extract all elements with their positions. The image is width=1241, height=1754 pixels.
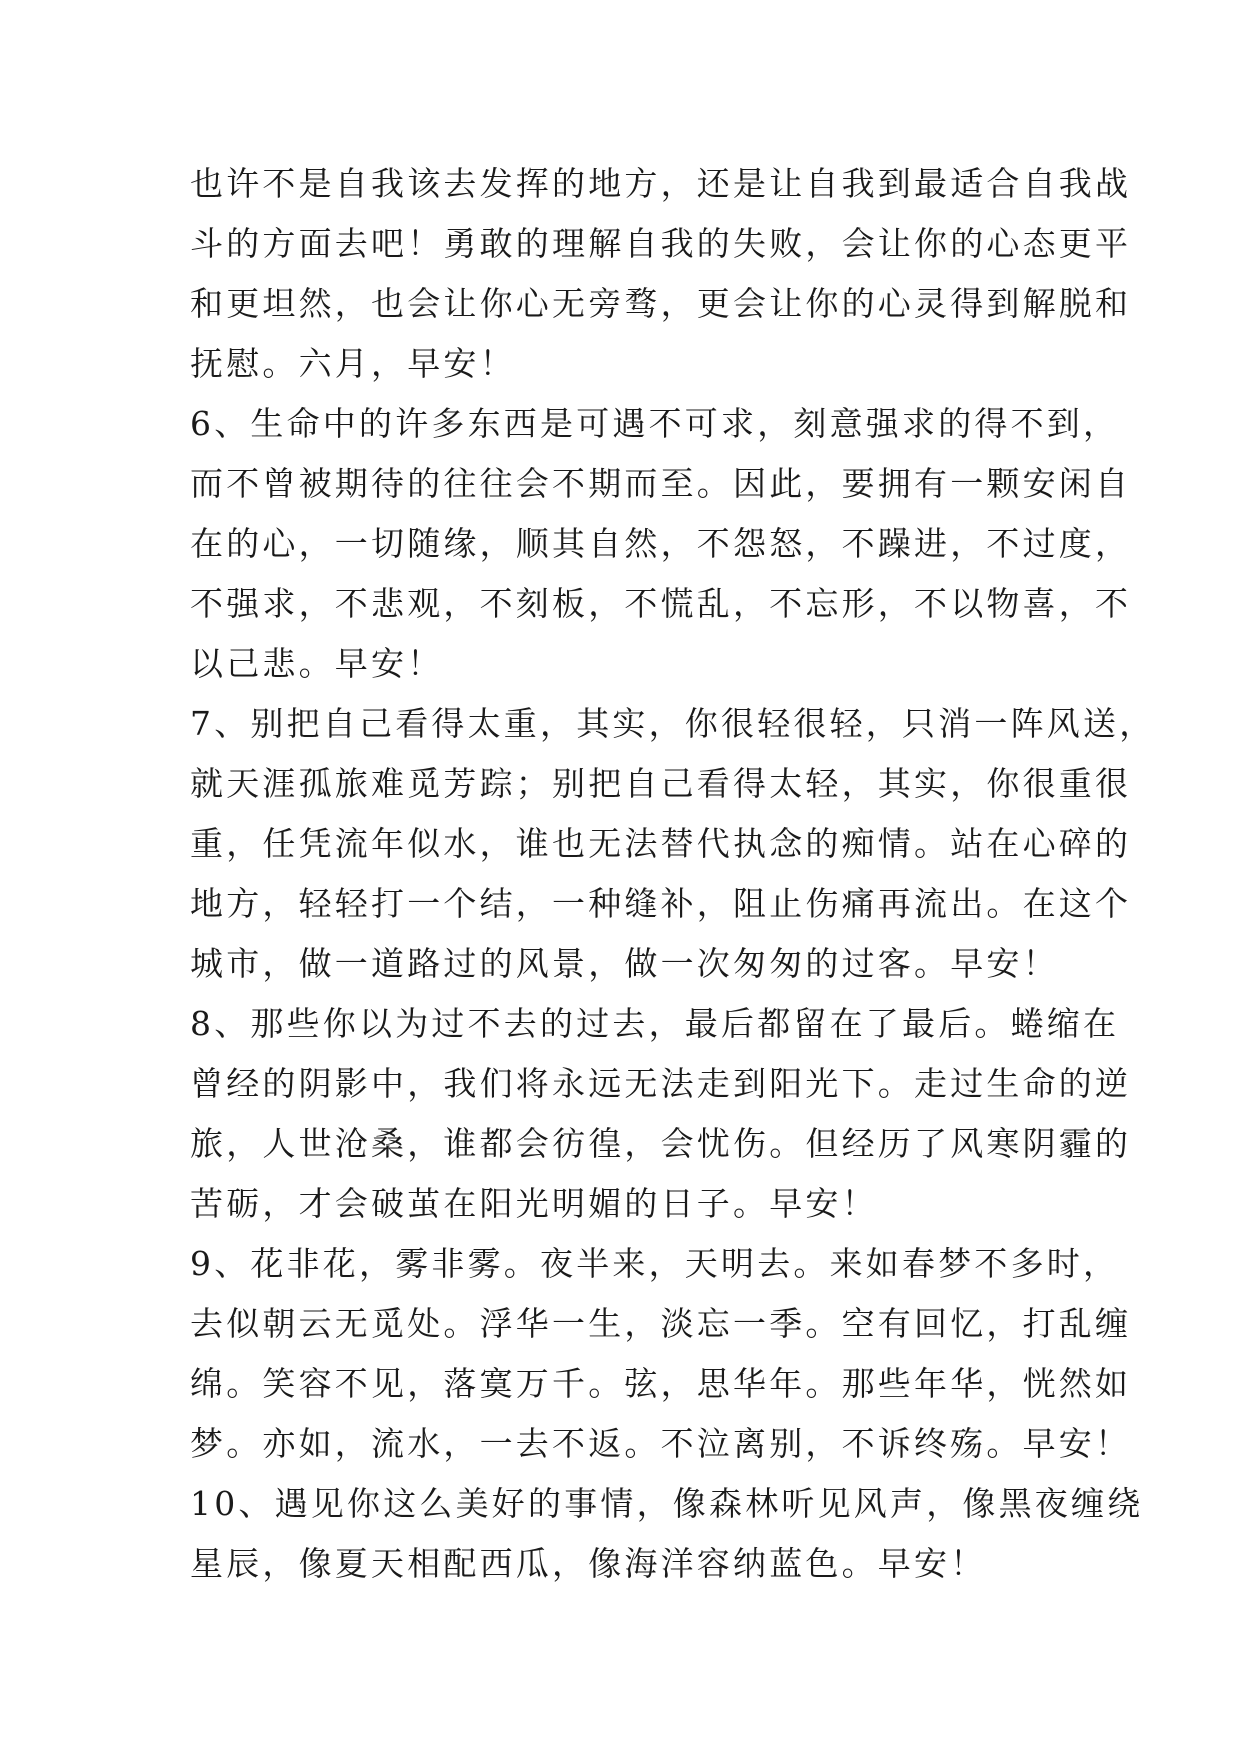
text-line: 斗的方面去吧！勇敢的理解自我的失败，会让你的心态更平 [190,224,1132,263]
text-line: 绵。笑容不见，落寞万千。弦，思华年。那些年华，恍然如 [190,1364,1132,1403]
text-line: 也许不是自我该去发挥的地方，还是让自我到最适合自我战 [190,164,1132,203]
text-line: 抚慰。六月，早安！ [190,344,516,383]
text-line: 去似朝云无觅处。浮华一生，淡忘一季。空有回忆，打乱缠 [190,1304,1132,1343]
text-line: 以己悲。早安！ [190,644,444,683]
text-line: 地方，轻轻打一个结，一种缝补，阻止伤痛再流出。在这个 [190,884,1132,923]
text-line: 苦砺，才会破茧在阳光明媚的日子。早安！ [190,1184,878,1223]
body-text [190,154,1156,1594]
text-line: 梦。亦如，流水，一去不返。不泣离别，不诉终殇。早安！ [190,1424,1132,1463]
text-line: 而不曾被期待的往往会不期而至。因此，要拥有一颗安闲自 [190,464,1132,503]
text-line: 和更坦然，也会让你心无旁骛，更会让你的心灵得到解脱和 [190,284,1132,323]
text-line: 6、生命中的许多东西是可遇不可求，刻意强求的得不到， [190,404,1120,443]
text-line: 8、那些你以为过不去的过去，最后都留在了最后。蜷缩在 [190,1004,1120,1043]
text-line: 不强求，不悲观，不刻板，不慌乱，不忘形，不以物喜，不 [190,584,1132,623]
text-line: 在的心，一切随缘，顺其自然，不怨怒，不躁进，不过度， [190,524,1132,563]
text-line: 9、花非花，雾非雾。夜半来，天明去。来如春梦不多时， [190,1244,1120,1283]
text-line: 旅，人世沧桑，谁都会彷徨，会忧伤。但经历了风寒阴霾的 [190,1124,1132,1163]
text-line: 10、遇见你这么美好的事情，像森林听见风声，像黑夜缠绕 [190,1484,1144,1523]
text-line: 城市，做一道路过的风景，做一次匆匆的过客。早安！ [190,944,1059,983]
text-line: 星辰，像夏天相配西瓜，像海洋容纳蓝色。早安！ [190,1544,987,1583]
text-line: 7、别把自己看得太重，其实，你很轻很轻，只消一阵风送， [190,704,1156,743]
text-line: 曾经的阴影中，我们将永远无法走到阳光下。走过生命的逆 [190,1064,1132,1103]
text-line: 就天涯孤旅难觅芳踪；别把自己看得太轻，其实，你很重很 [190,764,1132,803]
text-line: 重，任凭流年似水，谁也无法替代执念的痴情。站在心碎的 [190,824,1132,863]
